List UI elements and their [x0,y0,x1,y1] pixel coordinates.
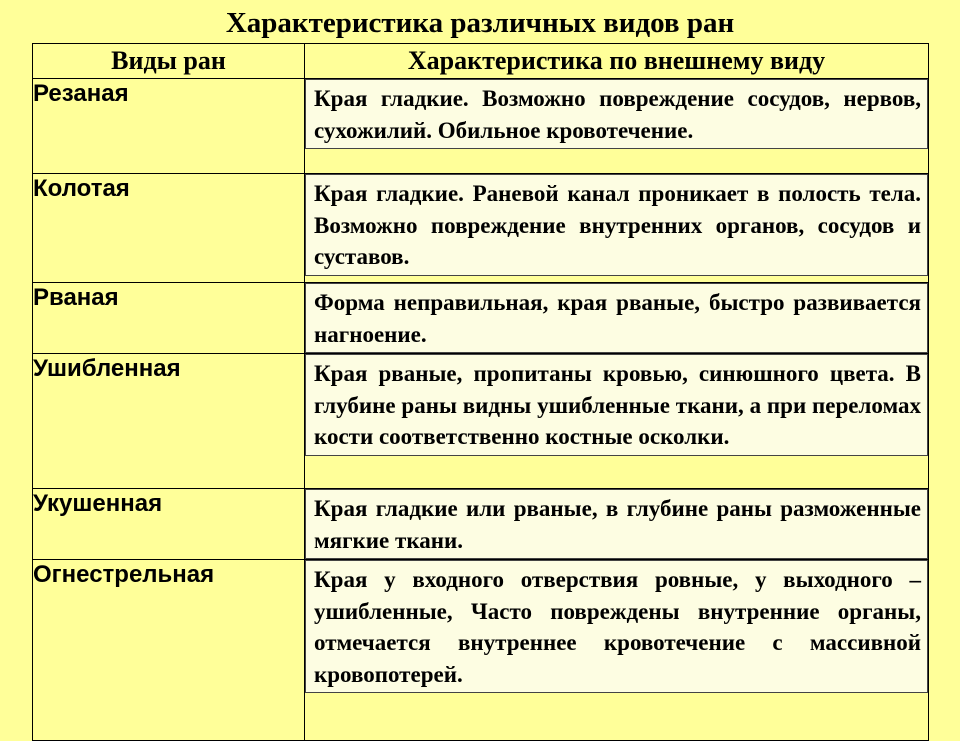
description-cell [305,489,929,560]
wound-type-cell [33,79,305,174]
table-row [33,354,929,489]
wound-type-cell [33,489,305,560]
description-cell [305,79,929,174]
wound-type-cell [33,174,305,283]
wound-types-table [32,43,929,741]
wound-description: Края гладкие. Раневой канал проникает в полость тела. Возможно повреждение внутренних органов, сосудов и суставов. [305,174,928,276]
table-row [33,283,929,354]
description-cell [305,354,929,489]
description-cell [305,283,929,354]
wound-type-cell [33,354,305,489]
wound-description: Края у входного отверствия ровные, у выходного – ушибленные, Часто повреждены внутренние органы, отмечается внутреннее кровотечение с массивной кровопотерей. [305,560,928,693]
wound-description: Края гладкие или рваные, в глубине раны разможенные мягкие ткани. [305,489,928,559]
description-cell [305,174,929,283]
table-row [33,560,929,741]
description-cell [305,560,929,741]
wound-type-label: Ушибленная [33,355,181,382]
header-appearance: Характеристика по внешнему виду [305,44,929,79]
slide-title: Характеристика различных видов ран [225,7,735,39]
wound-description: Края гладкие. Возможно повреждение сосудов, нервов, сухожилий. Обильное кровотечение. [305,79,928,149]
table-row [33,489,929,560]
wound-type-label: Укушенная [33,490,163,517]
wound-type-label: Огнестрельная [33,561,215,588]
wound-type-label: Рваная [33,284,119,311]
table-row [33,79,929,174]
wound-type-label: Колотая [33,175,130,202]
table-row [33,174,929,283]
wound-description: Форма неправильная, края рваные, быстро развивается нагноение. [305,283,928,353]
header-wound-types: Виды ран [33,44,305,79]
wound-description: Края рваные, пропитаны кровью, синюшного цвета. В глубине раны видны ушибленные ткани, а при переломах кости соответственно костные осколки. [305,354,928,456]
wound-type-cell [33,283,305,354]
wound-type-cell [33,560,305,741]
table-header-row [33,44,929,79]
wound-type-label: Резаная [33,80,129,107]
